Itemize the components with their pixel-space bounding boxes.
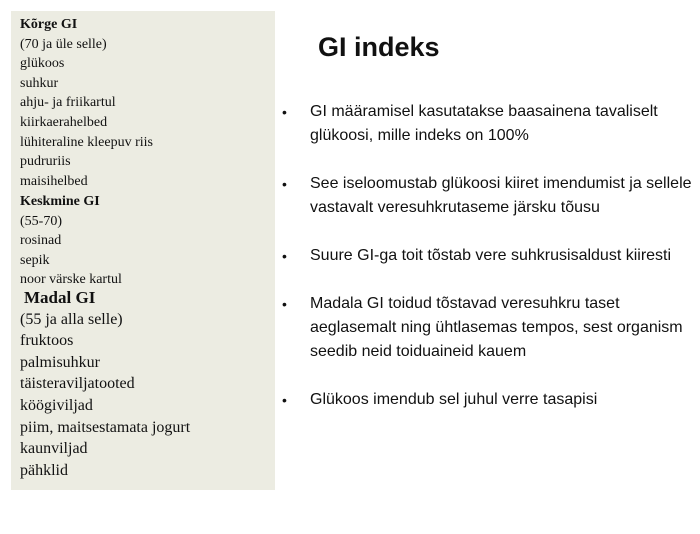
medium-gi-group — [20, 192, 272, 290]
bullet-text: Madala GI toidud tõstavad veresuhkru taset aeglasemalt ning ühtlasemas tempos, sest organism seedib neid toiduaineid kauem — [310, 295, 683, 360]
bullet-item — [282, 100, 692, 148]
food-item: pudruriis — [20, 154, 71, 170]
food-item: fruktoos — [20, 332, 74, 350]
bullet-text: GI määramisel kasutatakse baasainena tavaliselt glükoosi, mille indeks on 100% — [310, 103, 658, 144]
slide-title: GI indeks — [318, 32, 440, 62]
bullet-dot-icon: • — [282, 104, 287, 120]
food-item: noor värske kartul — [20, 272, 122, 288]
bullet-list — [282, 100, 692, 436]
food-item: palmisuhkur — [20, 353, 100, 371]
bullet-text: Glükoos imendub sel juhul verre tasapisi — [310, 391, 598, 408]
high-gi-range: (70 ja üle selle) — [20, 36, 107, 52]
food-item: ahju- ja friikartul — [20, 95, 116, 111]
medium-gi-range: (55-70) — [20, 213, 62, 229]
food-item: sepik — [20, 252, 50, 268]
food-item: glükoos — [20, 56, 65, 72]
gi-food-list-panel — [11, 11, 275, 490]
high-gi-heading: Kõrge GI — [20, 17, 78, 32]
bullet-dot-icon: • — [282, 392, 287, 408]
bullet-text: See iseloomustab glükoosi kiiret imendumist ja sellele vastavalt veresuhkrutaseme järsku tõusu — [310, 175, 692, 216]
medium-gi-heading: Keskmine GI — [20, 194, 100, 209]
bullet-dot-icon: • — [282, 248, 287, 264]
bullet-dot-icon: • — [282, 176, 287, 192]
food-item: suhkur — [20, 75, 59, 91]
food-item: köögiviljad — [20, 396, 93, 414]
food-item: täisteraviljatooted — [20, 375, 135, 393]
food-item: rosinad — [20, 233, 62, 249]
bullet-item — [282, 244, 692, 268]
low-gi-heading: Madal GI — [24, 288, 96, 307]
bullet-text: Suure GI-ga toit tõstab vere suhkrusisaldust kiiresti — [310, 247, 672, 264]
bullet-item — [282, 388, 692, 412]
low-gi-group — [20, 287, 272, 481]
food-item: pähklid — [20, 461, 68, 479]
bullet-dot-icon: • — [282, 296, 287, 312]
food-item: piim, maitsestamata jogurt — [20, 418, 191, 436]
food-item: kiirkaerahelbed — [20, 114, 108, 130]
food-item: lühiteraline kleepuv riis — [20, 134, 153, 150]
food-item: maisihelbed — [20, 173, 88, 189]
high-gi-group — [20, 15, 272, 191]
bullet-item — [282, 172, 692, 220]
food-item: kaunviljad — [20, 440, 88, 458]
low-gi-range: (55 ja alla selle) — [20, 310, 123, 328]
bullet-item — [282, 292, 692, 364]
